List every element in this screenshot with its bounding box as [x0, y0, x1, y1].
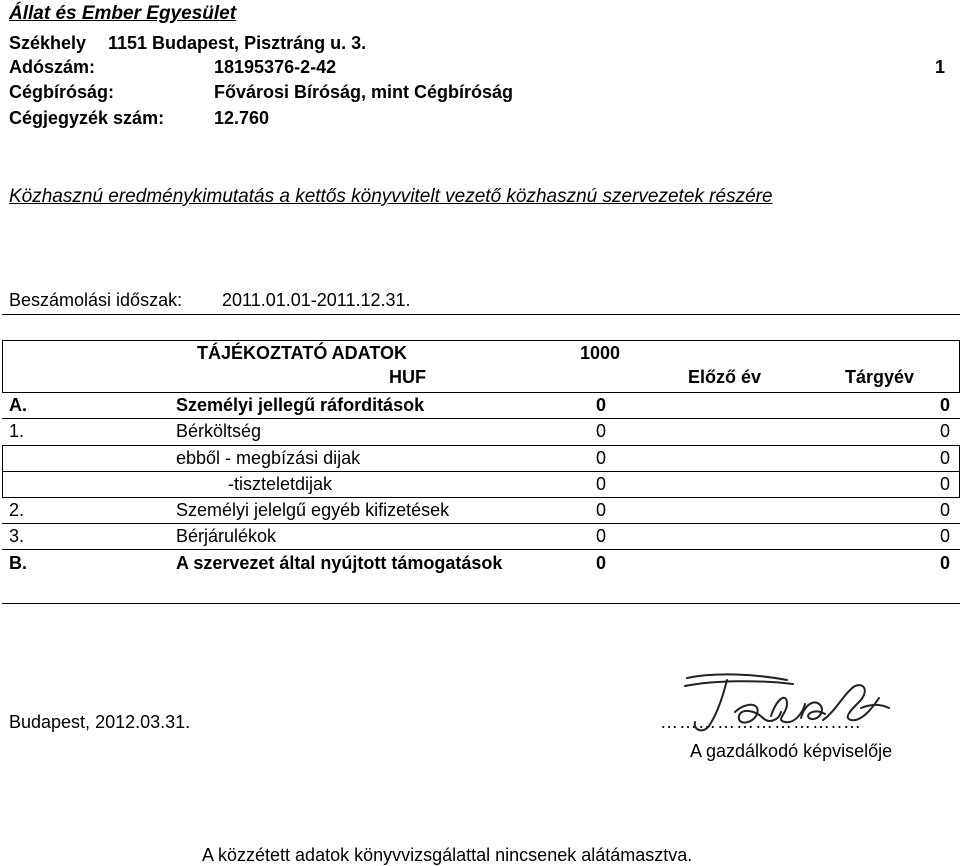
row-current-value: 0: [939, 526, 950, 546]
tax-number-label: Adószám:: [9, 57, 96, 77]
table-header-border: [2, 340, 960, 341]
table-row-border: [2, 549, 960, 550]
tax-number-value: 18195376-2-42: [214, 57, 337, 77]
row-current-value: 0: [939, 448, 950, 468]
row-previous-value: 0: [595, 526, 606, 546]
row-label: Személyi jelelgű egyéb kifizetések: [176, 500, 450, 520]
row-code: 2.: [9, 500, 25, 520]
signature-dotted-line: ………………………..…: [660, 712, 863, 732]
row-label: Bérköltség: [176, 421, 262, 441]
handwritten-signature: [675, 668, 895, 740]
court-label: Cégbíróság:: [9, 82, 115, 102]
unit-currency: HUF: [389, 367, 426, 387]
table-left-border: [2, 445, 3, 497]
row-label: A szervezet által nyújtott támogatások: [176, 553, 503, 573]
registration-number-label: Cégjegyzék szám:: [9, 108, 165, 128]
row-current-value: 0: [939, 500, 950, 520]
row-previous-value: 0: [595, 474, 606, 494]
seat-label: Székhely: [9, 33, 87, 53]
audit-disclaimer: A közzétett adatok könyvvizsgálattal nincsenek alátámasztva.: [202, 845, 693, 865]
table-row-border: [2, 497, 960, 498]
row-previous-value: 0: [595, 448, 606, 468]
row-previous-value: 0: [595, 553, 606, 573]
row-label: Személyi jellegű ráforditások: [176, 395, 425, 415]
seat-value: 1151 Budapest, Pisztráng u. 3.: [108, 33, 367, 53]
column-header-previous-year: Előző év: [688, 367, 762, 387]
organization-name: Állat és Ember Egyesület: [9, 3, 237, 24]
unit-amount: 1000: [580, 343, 621, 363]
row-code: 1.: [9, 421, 25, 441]
table-row-border: [2, 471, 960, 472]
court-value: Fővárosi Bíróság, mint Cégbíróság: [214, 82, 514, 102]
table-bottom-border: [2, 603, 960, 604]
table-row-border: [2, 523, 960, 524]
document-title: Közhasznú eredménykimutatás a kettős könyvvitelt vezető közhasznú szervezetek részére: [9, 186, 773, 207]
row-current-value: 0: [939, 395, 950, 415]
row-code: A.: [9, 395, 27, 415]
row-label: -tiszteletdijak: [228, 474, 333, 494]
registration-number-value: 12.760: [214, 108, 270, 128]
row-previous-value: 0: [595, 421, 606, 441]
table-top-border: [2, 314, 960, 315]
signer-role: A gazdálkodó képviselője: [690, 741, 893, 761]
table-row-border: [2, 392, 960, 393]
row-code: B.: [9, 553, 27, 573]
row-previous-value: 0: [595, 500, 606, 520]
row-current-value: 0: [939, 553, 950, 573]
table-left-border: [2, 340, 3, 392]
table-row-border: [2, 445, 960, 446]
table-row-border: [2, 418, 960, 419]
period-label: Beszámolási időszak:: [9, 290, 183, 310]
period-value: 2011.01.01-2011.12.31.: [222, 290, 411, 310]
column-header-current-year: Tárgyév: [845, 367, 915, 387]
place-and-date: Budapest, 2012.03.31.: [9, 712, 191, 732]
table-heading: TÁJÉKOZTATÓ ADATOK: [197, 343, 407, 363]
row-current-value: 0: [939, 474, 950, 494]
page-number: 1: [935, 57, 946, 77]
row-label: ebből - megbízási dijak: [176, 448, 361, 468]
row-current-value: 0: [939, 421, 950, 441]
row-code: 3.: [9, 526, 25, 546]
row-label: Bérjárulékok: [176, 526, 277, 546]
row-previous-value: 0: [595, 395, 606, 415]
